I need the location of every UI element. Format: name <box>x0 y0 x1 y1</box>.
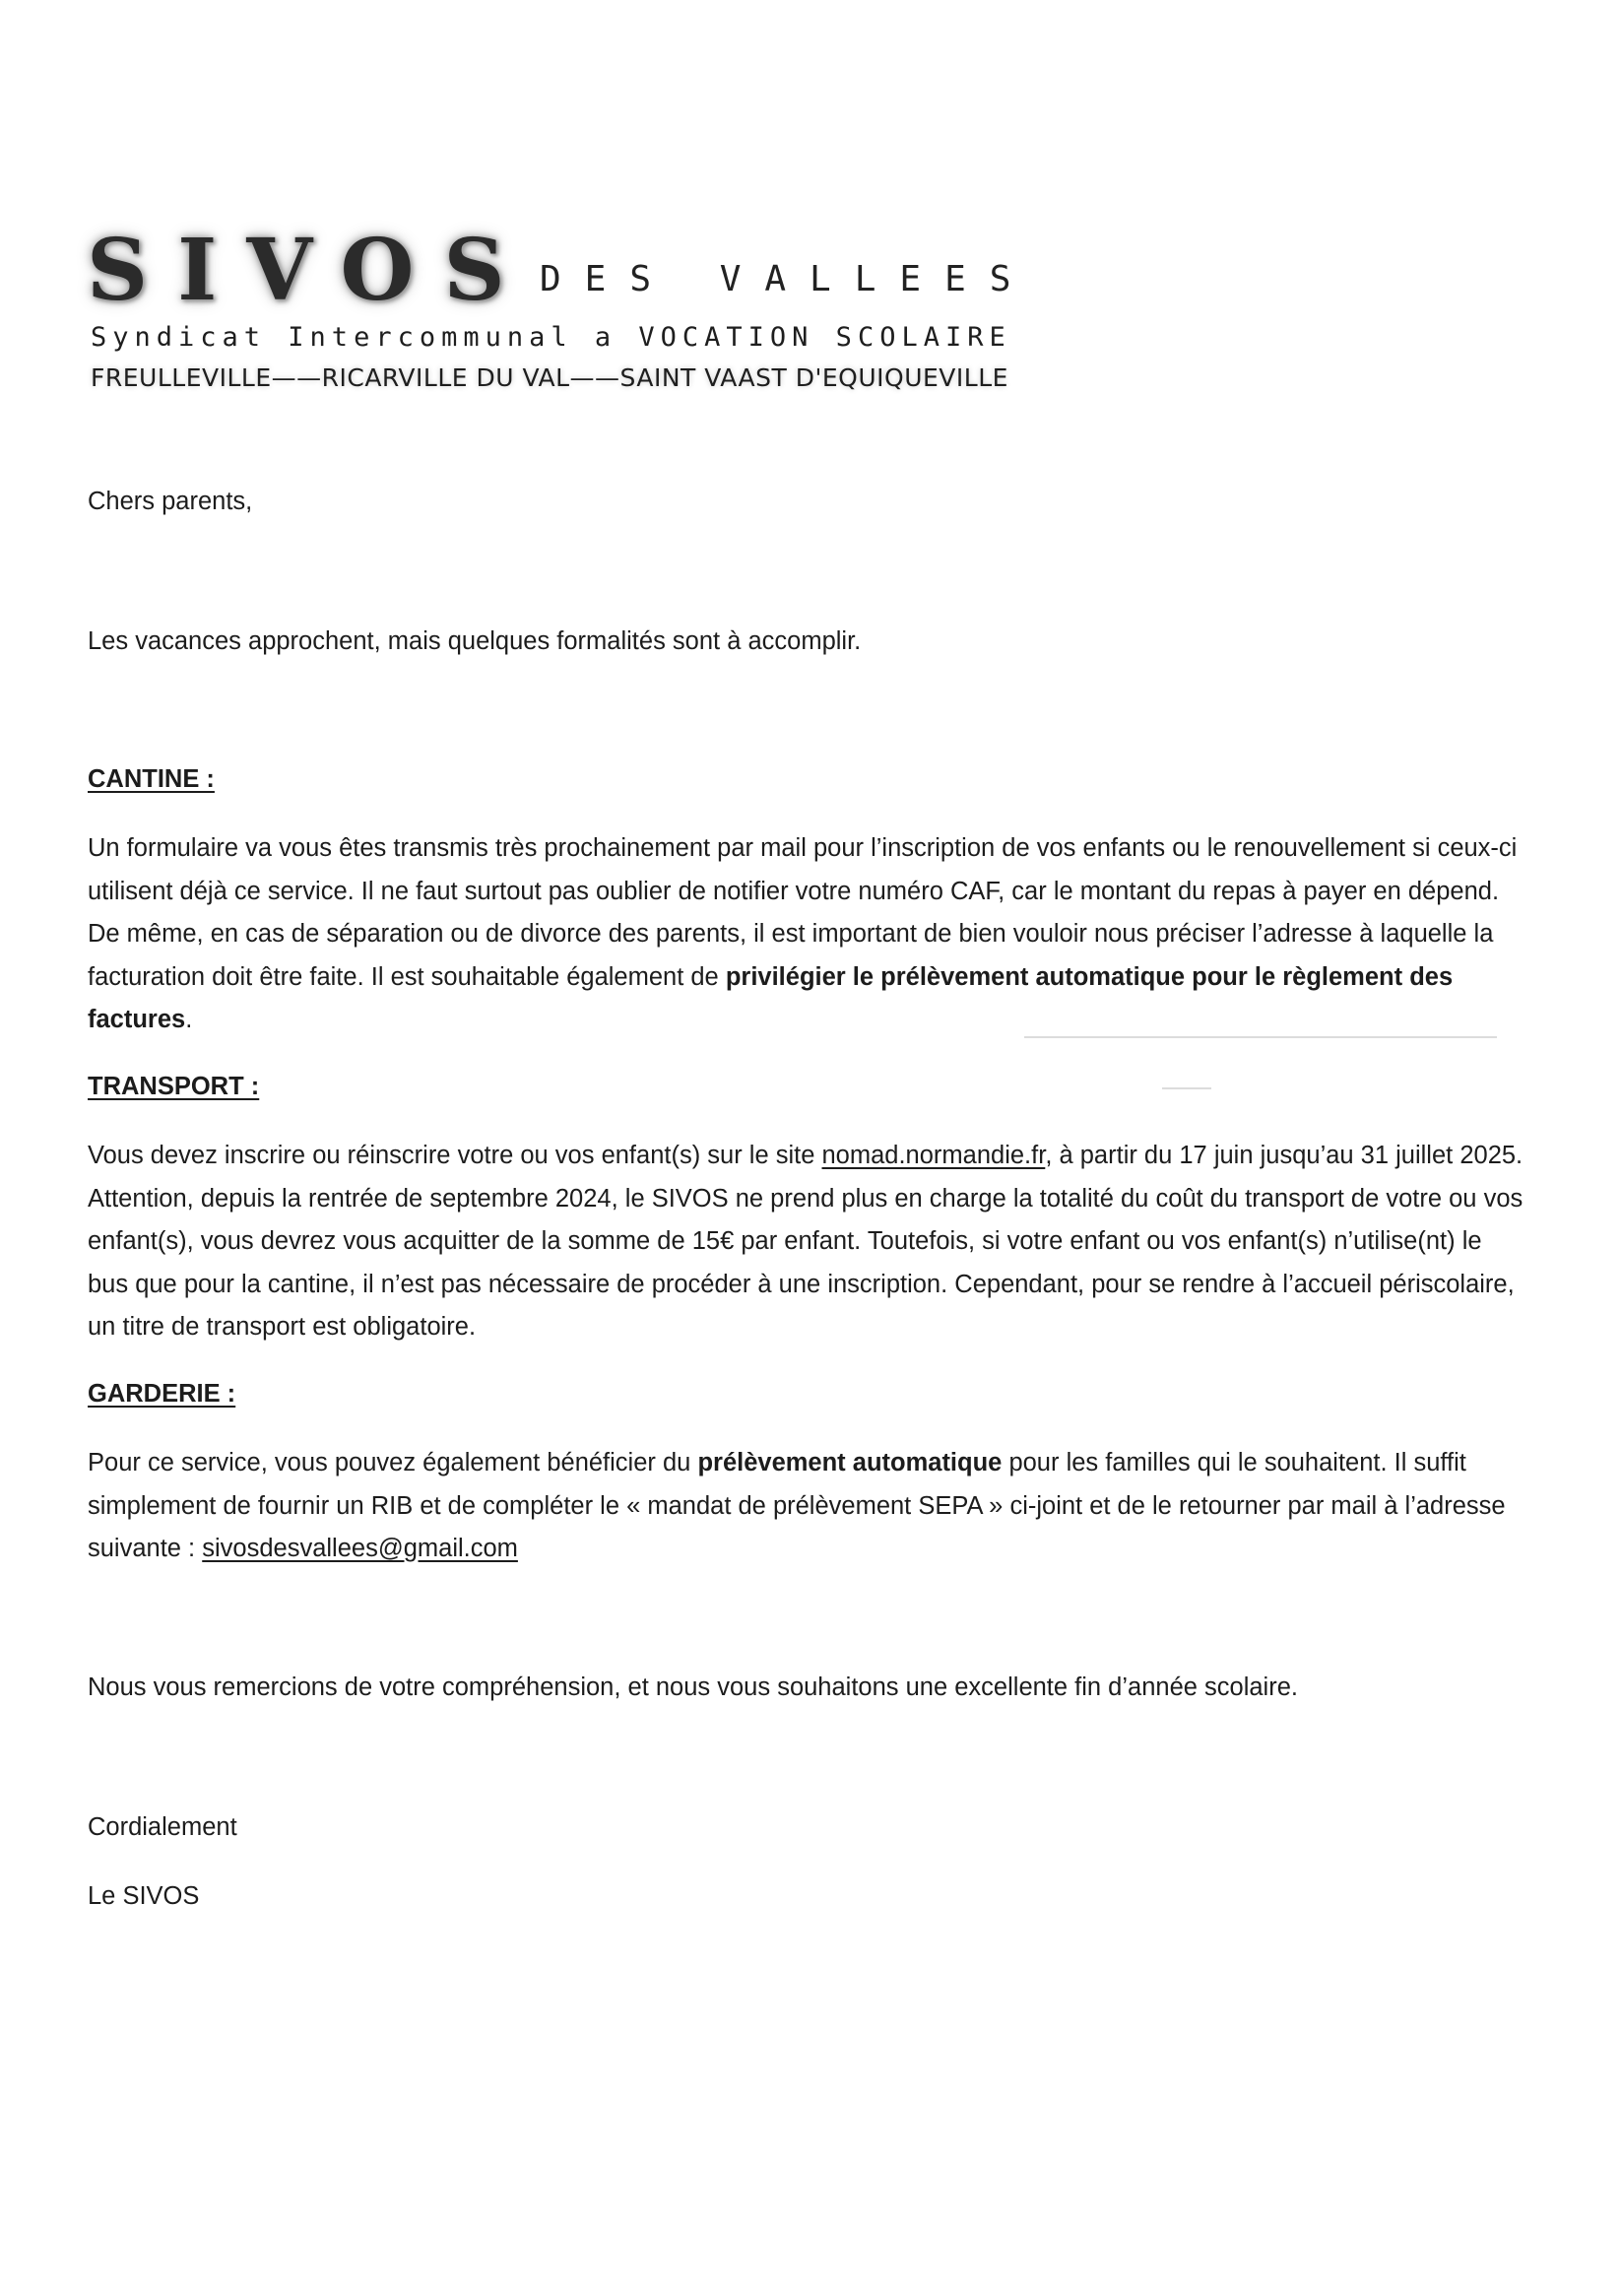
garderie-paragraph <box>88 1442 1525 1571</box>
salutation: Cordialement <box>88 1813 237 1841</box>
letterhead-des-vallees: DES VALLEES <box>540 259 1035 299</box>
transport-paragraph <box>88 1135 1525 1349</box>
letterhead <box>87 221 1052 404</box>
scan-artifact-dash <box>1162 1087 1211 1089</box>
garderie-text-after: pour les familles qui le souhaitent. Il suffit simplement de fournir un RIB et de compléter le « mandat de prélèvement SEPA » ci-joint et de le retourner par mail à l’adresse suivante : <box>88 1449 1506 1562</box>
scan-artifact-line <box>1024 1036 1497 1038</box>
closing-paragraph: Nous vous remercions de votre compréhension, et nous vous souhaitons une excellente fin d’année scolaire. <box>88 1673 1298 1701</box>
garderie-heading: GARDERIE : <box>88 1380 236 1408</box>
email-link[interactable]: sivosdesvallees@gmail.com <box>202 1535 518 1562</box>
letterhead-sivos: SIVOS <box>87 221 535 320</box>
transport-text-after: , à partir du 17 juin jusqu’au 31 juillet 2025. Attention, depuis la rentrée de septembre 2024, le SIVOS ne prend plus en charge la totalité du coût du transport de votre ou vos enfant(s), vous devrez vous acquitter de la somme de 15€ par enfant. Toutefois, si votre enfant ou vos enfant(s) n’utilise(nt) le bus que pour la cantine, il n’est pas nécessaire de procéder à une inscription. Cependant, pour se rendre à l’accueil périscolaire, un titre de transport est obligatoire. <box>88 1142 1524 1341</box>
transport-text-before: Vous devez inscrire ou réinscrire votre ou vos enfant(s) sur le site <box>88 1142 822 1169</box>
cantine-heading: CANTINE : <box>88 765 215 793</box>
garderie-bold-text: prélèvement automatique <box>697 1449 1003 1476</box>
nomad-link[interactable]: nomad.normandie.fr <box>821 1142 1046 1169</box>
cantine-text: Un formulaire va vous êtes transmis très prochainement par mail pour l’inscription de vos enfants ou le renouvellement si ceux-ci utilisent déjà ce service. Il ne faut surtout pas oublier de notifier votre numéro CAF, car le montant du repas à payer en dépend. De même, en cas de séparation ou de divorce des parents, il est important de bien vouloir nous préciser l’adresse à laquelle la facturation doit être faite. Il est souhaitable également de <box>88 834 1518 991</box>
cantine-bold-text: privilégier le prélèvement automatique pour le règlement des factures <box>88 962 1454 1033</box>
cantine-end: . <box>185 1006 193 1033</box>
garderie-text-before: Pour ce service, vous pouvez également bénéficier du <box>88 1449 698 1476</box>
signature: Le SIVOS <box>88 1882 200 1910</box>
intro-paragraph: Les vacances approchent, mais quelques formalités sont à accomplir. <box>88 627 862 655</box>
letterhead-communes: FREULLEVILLE——RICARVILLE DU VAL——SAINT VAAST D'EQUIQUEVILLE <box>91 363 1008 392</box>
cantine-paragraph <box>88 827 1525 1042</box>
letterhead-subtitle: Syndicat Intercommunal a VOCATION SCOLAIRE <box>91 322 1011 353</box>
greeting: Chers parents, <box>88 488 253 515</box>
transport-heading: TRANSPORT : <box>88 1073 260 1100</box>
